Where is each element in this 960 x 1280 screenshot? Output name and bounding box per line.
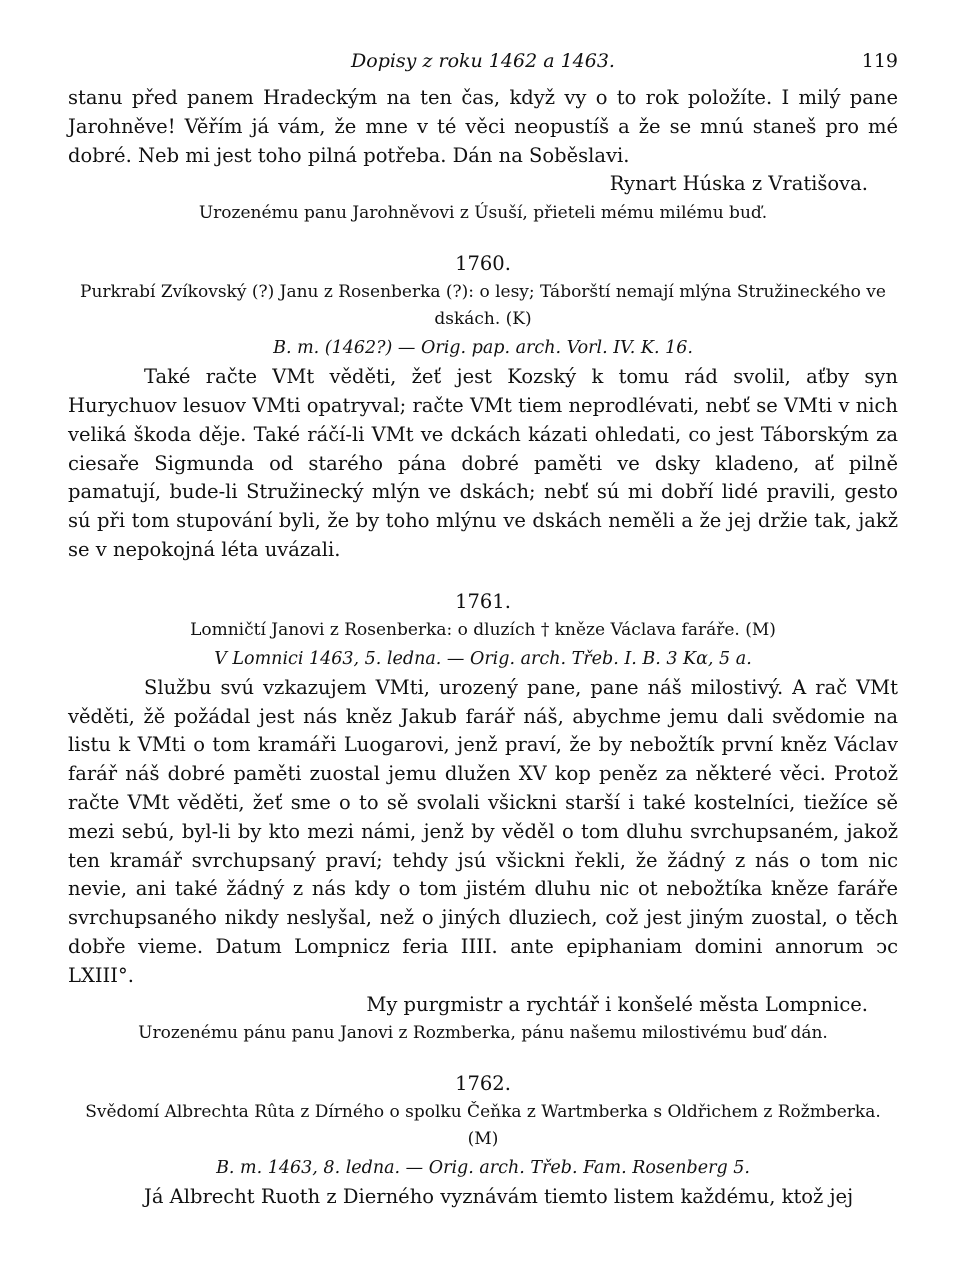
running-head <box>68 44 898 84</box>
running-title: Dopisy z roku 1462 a 1463. <box>351 50 615 72</box>
document-number: 1761. <box>455 589 511 613</box>
document-source: B. m. (1462?) — Orig. pap. arch. Vorl. IV. K. 16. <box>273 338 693 359</box>
document-body: Také račte VMt věděti, žeť jest Kozský k tomu rád svolil, aťby syn Hurychuov lesuov VMti opatryval; račte VMt tiem neprodlévati, nebť se VMti v nich veliká škoda děje. Také ráčí-li VMt ve dckách kázati ohledati, co jest Táborským za ciesaře Sigmunda od starého pána dobré paměti ve dsky kladeno, ať pilně pamatují, bude-li Stružinecký mlýn ve dskách; nebť sú mi dobří lidé pravili, gesto sú při tom stupování byli, že by toho mlýnu ve dskách neměli a že jej držie tak, jakž se v nepokojná léta uvázali. <box>68 365 898 561</box>
document-body: Službu svú vzkazujem VMti, urozený pane, pane náš milostivý. A rač VMt věděti, žě požádal jest nás kněz Jakub farář náš, abychme jemu dali svědomie na listu k VMti o tom kramáři Luogarovi, jenž praví, že by nebožtík první kněz Václav farář náš dobré paměti zuostal jemu dlužen XV kop peněz za některé věci. Protož račte VMt věděti, žeť sme o to sě svolali všicknі starší i také kostelníci, tiežíce sě mezi sebú, byl-li by kto mezi námi, jenž by věděl o tom dluhu svrchupsaném, jakož ten kramář svrchupsaný praví; tehdy jsú všicknі řekli, že žádný z nás o tom nic nevie, ani také žádný z nás kdy o tom jistém dluhu nic ot nebožtíka kněze faráře svrchupsaného nikdy neslyšal, než o jiných dluziech, což jest jiným zuostal, o těch dobře vieme. Datum Lompnicz feria IIII. ante epiphaniam domini annorum ↄc LXIII°. <box>68 675 898 987</box>
continuation-paragraph: stanu před panem Hradeckým na ten čas, když vy o to rok položíte. I milý pane Jarohněve! Věřím já vám, že mne v té věci neopustíš a že se mnú staneš pro mé dobré. Neb mi jest toho pilná potřeba. Dán na Soběslavi. <box>68 86 898 167</box>
document-regest: Lomničtí Janovi z Rosenberka: o dluzích † kněze Václava faráře. (M) <box>190 619 776 640</box>
signature: My purgmistr a rychtář i konšelé města Lompnice. <box>366 992 868 1016</box>
signature: Rynart Húska z Vratišova. <box>609 172 868 196</box>
address: Urozenému pánu panu Janovi z Rozmberka, pánu našemu milostivému buď dán. <box>138 1023 828 1044</box>
document-regest: Svědomí Albrechta Rûta z Dírného o spolku Čeňka z Wartmberka s Oldřichem z Rožmberka. (M) <box>85 1102 881 1150</box>
document-number: 1760. <box>455 252 511 276</box>
book-page <box>68 44 898 1212</box>
document-source: V Lomnici 1463, 5. ledna. — Orig. arch. Třeb. I. B. 3 Kα, 5 a. <box>214 648 752 669</box>
document-regest: Purkrabí Zvíkovský (?) Janu z Rosenberka (?): o lesy; Táborští nemají mlýna Stružineckého ve dskách. (K) <box>80 282 886 330</box>
document-body: Já Albrecht Ruoth z Dierného vyznávám tiemto listem každému, ktož jej <box>144 1185 854 1209</box>
document-source: B. m. 1463, 8. ledna. — Orig. arch. Třeb. Fam. Rosenberg 5. <box>216 1158 750 1179</box>
document-number: 1762. <box>455 1072 511 1096</box>
address: Urozenému panu Jarohněvovi z Úsuší, přieteli mému milému buď. <box>198 203 768 224</box>
page-number: 119 <box>861 50 898 72</box>
